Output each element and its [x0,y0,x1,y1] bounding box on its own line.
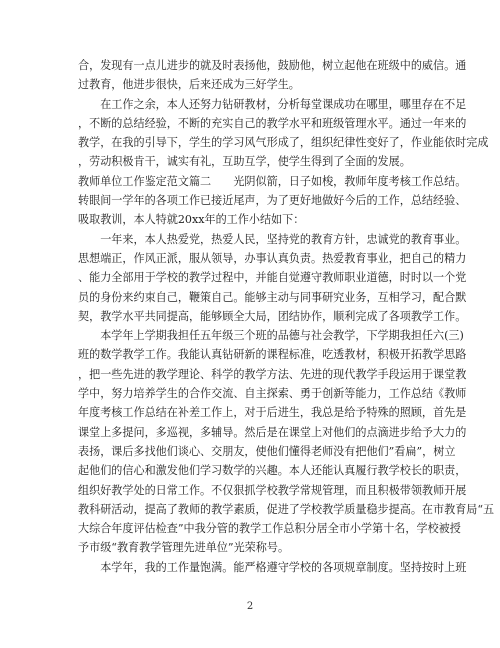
text-line: 起他们的信心和激发他们学习数学的兴趣。本人还能认真履行教学校长的职责， [78,464,467,478]
text-line: 班的数学教学工作。我能认真钻研新的课程标准，吃透教材，积极开拓教学思路 [78,348,467,362]
text-line: 过教育，他进步很快，后来还成为三好学生。 [78,78,300,92]
text-line: 本学年，我的工作量饱满。能严格遵守学校的各项规章制度。坚持按时上班 [78,560,467,574]
text-line: 思想端正，作风正派，服从领导，办事认真负责。热爱教育事业，把自己的精力 [78,251,467,265]
text-line: 课堂上多提问，多巡视，多辅导。然后是在课堂上对他们的点滴进步给予大力的 [78,425,467,439]
text-line: 予市级“教育教学管理先进单位”光荣称号。 [78,541,290,555]
text-line: 吸取教训，本人特就20xx年的工作小结如下： [78,213,305,227]
text-line: 员的身份来约束自己，鞭策自己。能够主动与同事研究业务，互相学习，配合默 [78,290,467,304]
text-line: 合，发现有一点儿进步的就及时表扬他，鼓励他，树立起他在班级中的威信。通 [78,59,467,72]
text-line: 大综合年度评估检查”中我分管的教学工作总积分居全市小学第十名，学校被授 [78,522,461,536]
text-line: 转眼间一学年的各项工作已接近尾声，为了更好地做好今后的工作，总结经验、 [78,194,467,208]
text-line: 、能力全部用于学校的教学过程中，并能自觉遵守教师职业道德，时时以一个党 [78,271,467,285]
text-line: 一年来，本人热爱党，热爱人民，坚持党的教育方针，忠诚党的教育事业。 [78,232,467,246]
body-text [78,56,495,577]
text-line: 教学，在我的引导下，学生的学习风气形成了，组织纪律性变好了，作业能依时完成 [78,136,489,150]
text-line: 组织好教学处的日常工作。不仅狠抓学校教学常规管理，而且积极带领教师开展 [78,483,467,497]
text-line: 年度考核工作总结在补差工作上，对于后进生，我总是给予特殊的照顾，首先是 [78,406,467,420]
text-line: 在工作之余，本人还努力钻研教材，分析每堂课成功在哪里，哪里存在不足 [78,97,467,111]
text-line: 契，教学水平共同提高，能够顾全大局，团结协作，顺利完成了各项教学工作。 [78,309,467,323]
page-number: 2 [246,601,254,612]
text-line: 教科研活动，提高了教师的教学素质，促进了学校教学质量稳步提高。在市教育局“五 [78,502,495,516]
text-line: 本学年上学期我担任五年级三个班的品德与社会教学，下学期我担任六(三) [78,329,464,343]
text-line: 教师单位工作鉴定范文篇二 光阴似箭，日子如梭，教师年度考核工作总结。 [78,174,467,188]
text-line: ，把一些先进的教学理论、科学的教学方法、先进的现代教学手段运用于课堂教 [78,367,467,381]
text-line: ，劳动积极肯干，诚实有礼，互助互学，使学生得到了全面的发展。 [78,155,411,169]
text-line: 表扬，课后多找他们谈心、交朋友，使他们懂得老师没有把他们”看扁”，树立 [78,444,456,458]
text-line: ，不断的总结经验，不断的充实自己的教学水平和班级管理水平。通过一年来的 [78,116,467,130]
text-line: 学中，努力培养学生的合作交流、自主探索、勇于创新等能力，工作总结《教师 [78,387,467,401]
